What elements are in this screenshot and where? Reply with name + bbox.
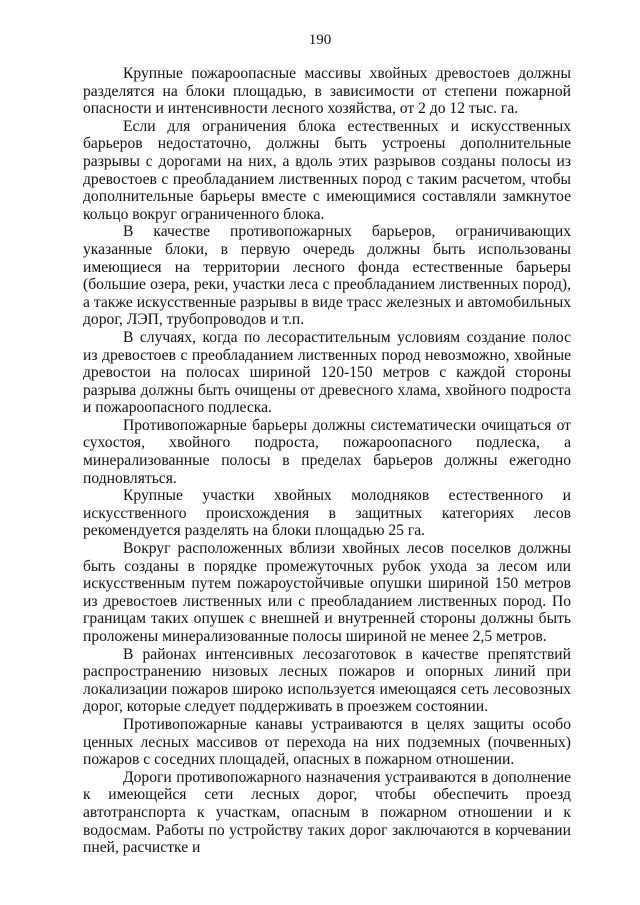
paragraph: В случаях, когда по лесорастительным условиям создание полос из древостоев с преобладанием лиственных пород невозможно, хвойные древостои на полосах шириной 120-150 метров с каждой стороны разрыва должны быть очищены от древесного хлама, хвойного подроста и пожароопасного подлеска. — [83, 328, 571, 417]
paragraph: Противопожарные канавы устраиваются в целях защиты особо ценных лесных массивов от перехода на них подземных (почвенных) пожаров с соседних площадей, опасных в пожарном отношении. — [83, 715, 571, 769]
paragraph: Крупные пожароопасные массивы хвойных древостоев должны разделятся на блоки площадью, в зависимости от степени пожарной опасности и интенсивности лесного хозяйства, от 2 до 12 тыс. га. — [83, 65, 571, 118]
paragraph: Противопожарные барьеры должны систематически очищаться от сухостоя, хвойного подроста, пожароопасного подлеска, а минерализованные полосы в пределах барьеров должны ежегодно подновляться. — [83, 416, 571, 487]
page-number: 190 — [308, 32, 332, 48]
paragraph: Крупные участки хвойных молодняков естественного и искусственного происхождения в защитных категориях лесов рекомендуется разделять на блоки площадью 25 га. — [83, 487, 571, 540]
paragraph: Вокруг расположенных вблизи хвойных лесов поселков должны быть созданы в порядке промежуточных рубок ухода за лесом или искусственным путем пожароустойчивые опушки шириной 150 метров из древостоев лиственных или с преобладанием лиственных пород. По границам таких опушек с внешней и внутренней стороны должны быть проложены минерализованные полосы шириной не менее 2,5 метров. — [83, 540, 571, 645]
paragraph: Если для ограничения блока естественных и искусственных барьеров недостаточно, должны быть устроены дополнительные разрывы с дорогами на них, а вдоль этих разрывов созданы полосы из древостоев с преобладанием лиственных пород с таким расчетом, чтобы дополнительные барьеры вместе с имеющимися составляли замкнутое кольцо вокруг ограниченного блока. — [83, 117, 571, 223]
paragraph: В качестве противопожарных барьеров, ограничивающих указанные блоки, в первую очередь должны быть использованы имеющиеся на территории лесного фонда естественные барьеры (большие озера, реки, участки леса с преобладанием лиственных пород), а также искусственные разрывы в виде трасс железных и автомобильных дорог, ЛЭП, трубопроводов и т.п. — [83, 223, 571, 329]
body-text — [83, 65, 571, 857]
paragraph: В районах интенсивных лесозаготовок в качестве препятствий распространению низовых лесных пожаров и опорных линий при локализации пожаров широко используется имеющаяся сеть лесовозных дорог, которые следует поддерживать в проезжем состоянии. — [83, 645, 571, 716]
paragraph: Дороги противопожарного назначения устраиваются в дополнение к имеющейся сети лесных дорог, чтобы обеспечить проезд автотранспорта к участкам, опасным в пожарном отношении и к водосмам. Работы по устройству таких дорог заключаются в корчевании пней, расчистке и — [83, 768, 571, 857]
